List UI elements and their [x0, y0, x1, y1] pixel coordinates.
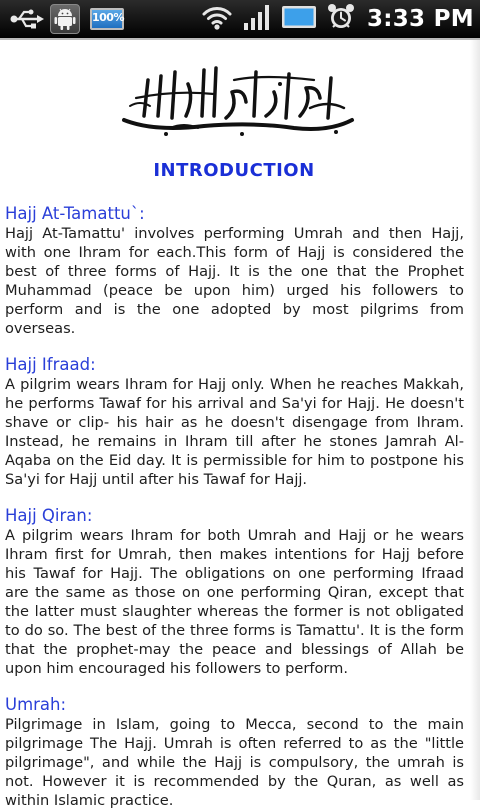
section-heading: Hajj Qiran:	[5, 506, 93, 525]
signal-icon	[243, 3, 271, 35]
section-hajj-at-tamattu	[5, 203, 464, 338]
section-hajj-qiran	[5, 505, 464, 678]
section-hajj-ifraad	[5, 354, 464, 489]
status-bar	[0, 0, 480, 40]
section-umrah	[5, 694, 464, 810]
section-body: A pilgrim wears Ihram for Hajj only. When he reaches Makkah, he performs Tawaf for his arrival and Sa'yi for Hajj. He doesn't shave or clip- his hair as he doesn't disengage from Ihram. Instead, he remains in Ihram till after he stones Jamrah Al-Aqaba on the Eid day. It is permissible for him to postpone his Sa'yi for Hajj until after his Tawaf for Hajj.	[5, 376, 464, 488]
battery-label: 100%	[92, 11, 124, 24]
section-body: Pilgrimage in Islam, going to Mecca, second to the main pilgrimage The Hajj. Umrah is often referred to as the "little pilgrimage", and while the Hajj is compulsory, the umrah is not. However it is recommended by the Quran, as well as within Islamic practice.	[5, 716, 464, 809]
sd-card-icon	[281, 4, 317, 34]
section-body: Hajj At-Tamattu' involves performing Umrah and then Hajj, with one Ihram for each.This form of Hajj is considered the best of three forms of Hajj. It is the one that the Prophet Muhammad (peace be upon him) urged his followers to perform and is the one adopted by most pilgrims from overseas.	[5, 225, 464, 337]
section-heading: Hajj Ifraad:	[5, 355, 96, 374]
android-debug-icon	[50, 4, 80, 34]
section-body: A pilgrim wears Ihram for both Umrah and Hajj or he wears Ihram first for Umrah, then makes intentions for Hajj before his Tawaf for Hajj. The obligations on one performing Ifraad are the same as those on one performing Qiran, except that the latter must slaughter whereas the former is not obligated to do so. The best of the three forms is Tamattu'. It is the form that the prophet-may the peace and blessings of Allah be upon him encouraged his followers to perform.	[5, 527, 464, 677]
section-heading: Hajj At-Tamattu`:	[5, 204, 145, 223]
system-icons	[201, 0, 474, 38]
bismillah-calligraphy-image	[114, 58, 360, 138]
usb-icon	[10, 6, 44, 32]
article-view[interactable]	[0, 40, 480, 809]
alarm-icon	[327, 3, 355, 35]
clock: 3:33 PM	[366, 6, 474, 32]
wifi-icon	[201, 3, 233, 35]
section-heading: Umrah:	[5, 695, 67, 714]
page-title: INTRODUCTION	[153, 160, 315, 181]
battery-full-icon	[90, 8, 124, 30]
notification-icons	[10, 4, 124, 34]
